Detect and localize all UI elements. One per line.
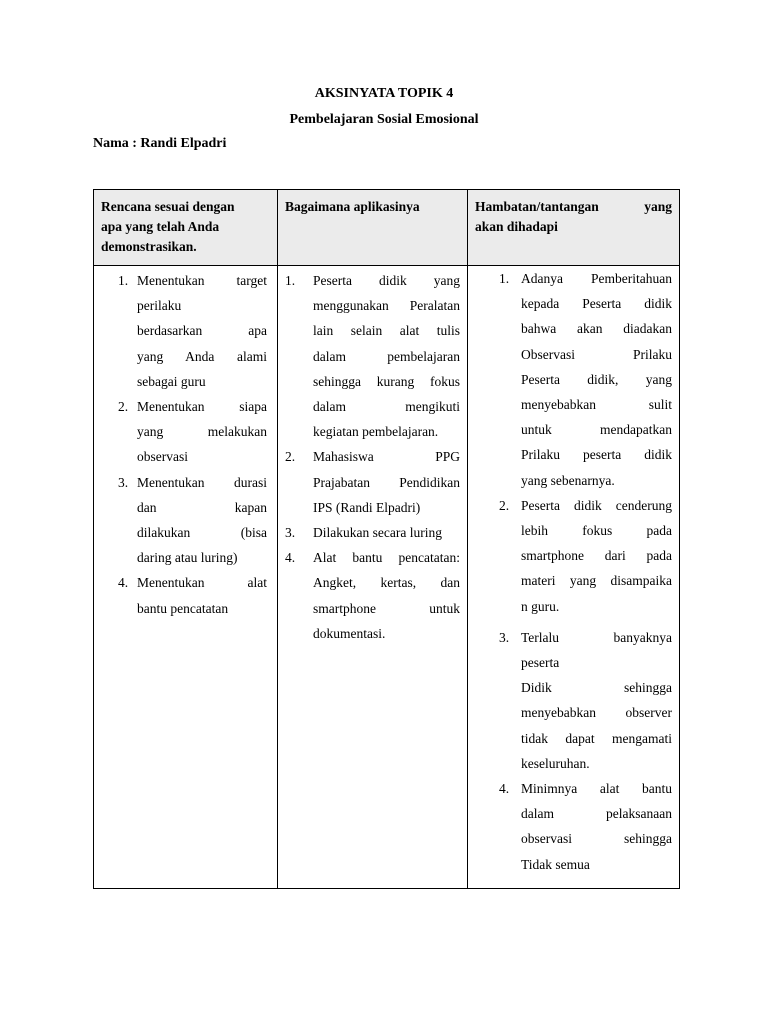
header-plan <box>94 190 278 266</box>
list-number: 2. <box>285 449 296 465</box>
list-number: 2. <box>118 399 129 415</box>
header-text: Rencana sesuai dengan <box>101 199 235 214</box>
list-item-text: bahwa akan diadakan <box>521 321 672 337</box>
list-item-text: Angket, kertas, dan <box>313 575 460 591</box>
list-item-text: sehingga kurang fokus <box>313 373 460 389</box>
list-item-text: Adanya Pemberitahuan <box>521 271 672 286</box>
list-item-text: dan kapan <box>137 499 267 515</box>
list-item-text: Peserta didik, yang <box>521 371 672 387</box>
table-body-row <box>94 266 680 889</box>
list-item <box>468 776 679 877</box>
list-item-text: tidak dapat mengamati <box>521 730 672 746</box>
header-text: Bagaimana aplikasinya <box>285 199 420 214</box>
list-item <box>278 545 467 646</box>
list-item <box>94 570 277 620</box>
list-item-text: kegiatan pembelajaran. <box>313 424 439 440</box>
list-item-text: menyebabkan observer <box>521 705 672 721</box>
list-item-text: menyebabkan sulit <box>521 397 672 413</box>
list-item-text: Menentukan alat <box>137 575 267 591</box>
action-plan-table <box>93 189 680 889</box>
cell-obstacles <box>468 266 680 889</box>
list-item-text: untuk mendapatkan <box>521 422 672 438</box>
list-item-text: yang sebenarnya. <box>521 472 615 488</box>
list-item <box>468 493 679 619</box>
list-item-text: Menentukan target <box>137 273 267 288</box>
header-text: akan dihadapi <box>475 219 558 234</box>
list-item <box>278 520 467 545</box>
list-number: 3. <box>499 629 510 645</box>
list-item-text: dokumentasi. <box>313 625 386 641</box>
list-item-text: Menentukan durasi <box>137 474 267 490</box>
list-item-text: dilakukan (bisa <box>137 525 267 541</box>
list-item-text: materi yang disampaika <box>521 573 672 589</box>
list-item <box>278 444 467 520</box>
list-item-text: Menentukan siapa <box>137 399 267 415</box>
list-item-text: Prajabatan Pendidikan <box>313 474 460 490</box>
list-item-text: keseluruhan. <box>521 755 590 771</box>
list-item <box>94 268 277 394</box>
list-item <box>468 266 679 493</box>
list-item-text: kepada Peserta didik <box>521 296 672 312</box>
list-item-text: menggunakan Peralatan <box>313 298 460 314</box>
plan-list <box>94 266 277 621</box>
list-item-text: perilaku <box>137 298 182 314</box>
list-item-text: Minimnya alat bantu <box>521 781 672 797</box>
list-item-text: lebih fokus pada <box>521 523 672 539</box>
list-item-text: dalam pelaksanaan <box>521 806 672 822</box>
list-item-text: Mahasiswa PPG <box>313 449 460 465</box>
document-title: AKSINYATA TOPIK 4 <box>314 86 454 101</box>
list-item-text: Peserta didik yang <box>313 273 460 288</box>
list-item-text: yang Anda alami <box>137 348 267 364</box>
cell-plan <box>94 266 278 889</box>
cell-application <box>278 266 468 889</box>
list-item-text: dalam mengikuti <box>313 399 460 415</box>
list-item-text: dalam pembelajaran <box>313 348 460 364</box>
list-item-text: daring atau luring) <box>137 550 238 566</box>
list-item-text: Tidak semua <box>521 856 590 872</box>
author-name: Nama : Randi Elpadri <box>93 136 227 151</box>
list-number: 1. <box>118 273 129 288</box>
list-item <box>94 470 277 571</box>
list-item-text: peserta <box>521 655 560 671</box>
list-item-text: Peserta didik cenderung <box>521 497 672 513</box>
header-text: demonstrasikan. <box>101 239 197 254</box>
table-header-row <box>94 190 680 266</box>
list-item-text: Observasi Prilaku <box>521 346 672 362</box>
header-text: apa yang telah Anda <box>101 219 220 234</box>
list-item <box>278 268 467 444</box>
list-number: 1. <box>285 273 296 288</box>
list-number: 3. <box>118 474 129 490</box>
header-obstacles <box>468 190 680 266</box>
list-item <box>94 394 277 470</box>
document-subtitle: Pembelajaran Sosial Emosional <box>289 112 479 127</box>
list-item-text: Didik sehingga <box>521 680 672 696</box>
header-text: Hambatan/tantangan yang <box>475 199 672 214</box>
obstacles-list <box>468 266 679 877</box>
list-number: 4. <box>499 781 510 797</box>
list-item-text: Alat bantu pencatatan: <box>313 550 460 566</box>
list-item-text: observasi sehingga <box>521 831 672 847</box>
header-application <box>278 190 468 266</box>
list-item-text: Dilakukan secara luring <box>313 525 442 541</box>
list-item-text: observasi <box>137 449 188 465</box>
list-number: 3. <box>285 525 296 541</box>
list-number: 4. <box>285 550 296 566</box>
list-item-text: Prilaku peserta didik <box>521 447 672 463</box>
list-number: 1. <box>499 271 510 286</box>
application-list <box>278 266 467 646</box>
list-item-text: smartphone dari pada <box>521 548 672 564</box>
list-item <box>468 625 679 776</box>
list-item-text: berdasarkan apa <box>137 323 267 339</box>
list-item-text: sebagai guru <box>137 373 206 389</box>
list-item-text: IPS (Randi Elpadri) <box>313 499 421 515</box>
list-number: 2. <box>499 497 510 513</box>
list-item-text: Terlalu banyaknya <box>521 629 672 645</box>
list-item-text: yang melakukan <box>137 424 267 440</box>
list-item-text: lain selain alat tulis <box>313 323 460 339</box>
list-item-text: bantu pencatatan <box>137 600 229 616</box>
list-item-text: smartphone untuk <box>313 600 460 616</box>
list-item-text: n guru. <box>521 598 560 614</box>
list-number: 4. <box>118 575 129 591</box>
